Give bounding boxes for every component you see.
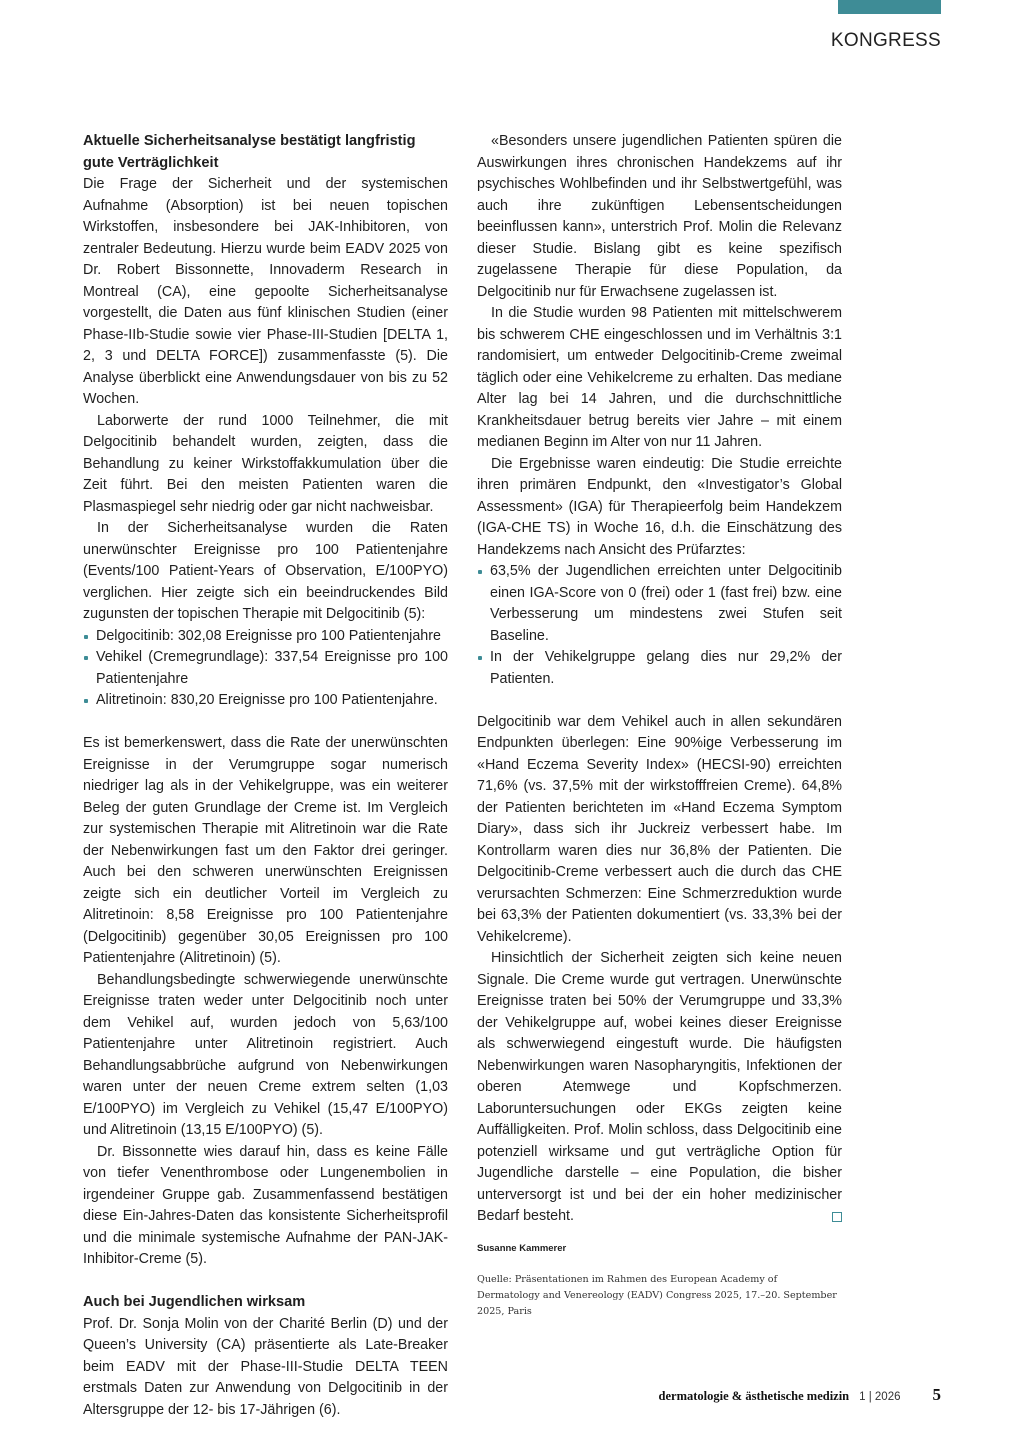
heading-safety-analysis: Aktuelle Sicherheitsanalyse bestätigt langfristig gute Verträglichkeit [83, 133, 416, 171]
results-list [477, 561, 842, 690]
paragraph: Prof. Dr. Sonja Molin von der Charité Berlin (D) und der Queen’s University (CA) präsentierte als Late-Breaker beim EADV mit der Phase-III-Studie DELTA TEEN erstmals Daten zur Anwendung von Delgocitinib in der Altersgruppe der 12- bis 17-Jährigen (6). [83, 1315, 448, 1418]
list-item: 63,5% der Jugendlichen erreichten unter Delgocitinib einen IGA-Score von 0 (frei) oder 1 (fast frei) bzw. eine Verbesserung um mindestens zwei Stufen seit Baseline. [477, 561, 842, 647]
paragraph: Die Ergebnisse waren eindeutig: Die Studie erreichte ihren primären Endpunkt, den «Investigator’s Global Assessment» (IGA) für Therapieerfolg beim Handekzem (IGA-CHE TS) in Woche 16, d.h. die Einschätzung des Handekzems nach Ansicht des Prüfarztes: [477, 455, 842, 558]
paragraph-text: Hinsichtlich der Sicherheit zeigten sich keine neuen Signale. Die Creme wurde gut vertragen. Unerwünschte Ereignisse traten bei 50% der Verumgruppe und 33,3% der Vehikelgruppe auf, wobei keines dieser Ereignisse als schwerwiegend eingestuft wurde. Die häufigsten Nebenwirkungen waren Nasopharyngitis, Infektionen der oberen Atemwege und Kopfschmerzen. Laboruntersuchungen oder EKGs zeigten keine Auffälligkeiten. Prof. Molin schloss, dass Delgocitinib eine potenziell wirksame und gut verträgliche Option für Jugendliche darstelle – eine Population, die bisher unterversorgt ist und bei der ein hoher medizinischer Bedarf besteht. [477, 950, 842, 1224]
list-item: Alitretinoin: 830,20 Ereignisse pro 100 Patientenjahre. [83, 690, 448, 712]
list-item: Vehikel (Cremegrundlage): 337,54 Ereignisse pro 100 Patientenjahre [83, 647, 448, 690]
list-item: In der Vehikelgruppe gelang dies nur 29,2% der Patienten. [477, 647, 842, 690]
paragraph: Behandlungsbedingte schwerwiegende unerwünschte Ereignisse traten weder unter Delgocitinib noch unter dem Vehikel auf, wurden jedoch von 5,63/100 Patientenjahre unter Alitretinoin registriert. Auch Behandlungsabbrüche aufgrund von Nebenwirkungen waren unter der neuen Creme extrem selten (1,03 E/100PYO) im Vergleich zu Vehikel (15,47 E/100PYO) und Alitretinoin (13,15 E/100PYO) (5). [83, 971, 448, 1138]
paragraph: Die Frage der Sicherheit und der systemischen Aufnahme (Absorption) ist bei neuen topischen Wirkstoffen, insbesondere bei JAK-Inhibitoren, von zentraler Bedeutung. Hierzu wurde beim EADV 2025 von Dr. Robert Bissonnette, Innovaderm Research in Montreal (CA), eine gepoolte Sicherheitsanalyse vorgestellt, die Daten aus fünf klinischen Studien (einer Phase-IIb-Studie sowie vier Phase-III-Studien [DELTA 1, 2, 3 und DELTA FORCE]) zusammenfasste (5). Die Analyse überblickt eine Anwendungsdauer von bis zu 52 Wochen. [83, 176, 448, 407]
end-of-article-square-icon [832, 1212, 842, 1222]
source-note: Quelle: Präsentationen im Rahmen des European Academy of Dermatology and Venereology (EADV) Congress 2025, 17.–20. September 2025, Paris [477, 1273, 837, 1317]
event-rate-list [83, 626, 448, 712]
paragraph: In der Sicherheitsanalyse wurden die Raten unerwünschter Ereignisse pro 100 Patientenjahre (Events/100 Patient-Years of Observation, E/100PYO) verglichen. Hier zeigte sich ein beeindruckendes Bild zugunsten der topischen Therapie mit Delgocitinib (5): [83, 520, 448, 622]
journal-title: dermatologie & ästhetische medizin [658, 1389, 850, 1403]
section-color-bar [838, 0, 941, 14]
paragraph: Laborwerte der rund 1000 Teilnehmer, die mit Delgocitinib behandelt wurden, zeigten, dass die Behandlung zu keiner Wirkstoffakkumulation über die Zeit führt. Bei den meisten Patienten waren die Plasmaspiegel sehr niedrig oder gar nicht nachweisbar. [83, 412, 448, 515]
paragraph: «Besonders unsere jugendlichen Patienten spüren die Auswirkungen ihres chronischen Handekzems auf ihr psychisches Wohlbefinden und ihr Selbstwertgefühl, was auch ihre zukünftigen Lebensentscheidungen beeinflussen kann», unterstrich Prof. Molin die Relevanz dieser Studie. Bislang gibt es keine spezifisch zugelassene Therapie für diese Population, da Delgocitinib nur für Erwachsene zugelassen ist. [477, 133, 842, 300]
section-label: KONGRESS [830, 30, 941, 51]
author-name: Susanne Kammerer [477, 1242, 567, 1254]
paragraph: Dr. Bissonnette wies darauf hin, dass es keine Fälle von tiefer Venenthrombose oder Lungenembolien in irgendeiner Gruppe gab. Zusammenfassend bestätigen diese Ein-Jahres-Daten das konsistente Sicherheitsprofil und die minimale systemische Aufnahme der PAN-JAK-Inhibitor-Creme (5). [83, 1143, 448, 1267]
left-column [83, 131, 448, 1421]
paragraph: In die Studie wurden 98 Patienten mit mittelschwerem bis schwerem CHE eingeschlossen und im Verhältnis 3:1 randomisiert, um entweder Delgocitinib-Creme zweimal täglich oder eine Vehikelcreme zu erhalten. Das mediane Alter lag bei 14 Jahren, und die durchschnittliche Krankheitsdauer betrug bereits vier Jahre – mit einem medianen Beginn im Alter von nur 11 Jahren. [477, 305, 842, 450]
heading-adolescents: Auch bei Jugendlichen wirksam [83, 1294, 306, 1310]
paragraph-final [477, 948, 842, 1228]
page-number: 5 [932, 1385, 941, 1404]
page-footer [659, 1385, 941, 1405]
paragraph: Delgocitinib war dem Vehikel auch in allen sekundären Endpunkten überlegen: Eine 90%ige Verbesserung im «Hand Eczema Severity Index» (HECSI-90) erreichten 71,6% (vs. 37,5% mit der wirkstofffreien Creme). 64,8% der Patienten berichteten im «Hand Eczema Symptom Diary», dass sich ihr Juckreiz verbessert habe. Im Kontrollarm waren dies nur 36,8% der Patienten. Die Delgocitinib-Creme verbessert auch die durch das CHE verursachten Schmerzen: Eine Schmerzreduktion wurde bei 63,3% der Patienten dokumentiert (vs. 33,3% bei der Vehikelcreme). [477, 713, 842, 945]
list-item: Delgocitinib: 302,08 Ereignisse pro 100 Patientenjahre [83, 626, 448, 648]
right-column [477, 131, 842, 1320]
paragraph: Es ist bemerkenswert, dass die Rate der unerwünschten Ereignisse in der Verumgruppe sogar numerisch niedriger lag als in der Vehikelgruppe, was ein weiterer Beleg der guten Grundlage der Creme ist. Im Vergleich zur systemischen Therapie mit Alitretinoin war die Rate der Nebenwirkungen fast um den Faktor drei geringer. Auch bei den schweren unerwünschten Ereignissen zeigte sich ein deutlicher Vorteil im Vergleich zu Alitretinoin: 8,58 Ereignisse pro 100 Patientenjahre (Delgocitinib) gegenüber 30,05 Ereignissen pro 100 Patientenjahre (Alitretinoin) (5). [83, 735, 448, 966]
issue-number: 1 | 2026 [859, 1391, 901, 1403]
